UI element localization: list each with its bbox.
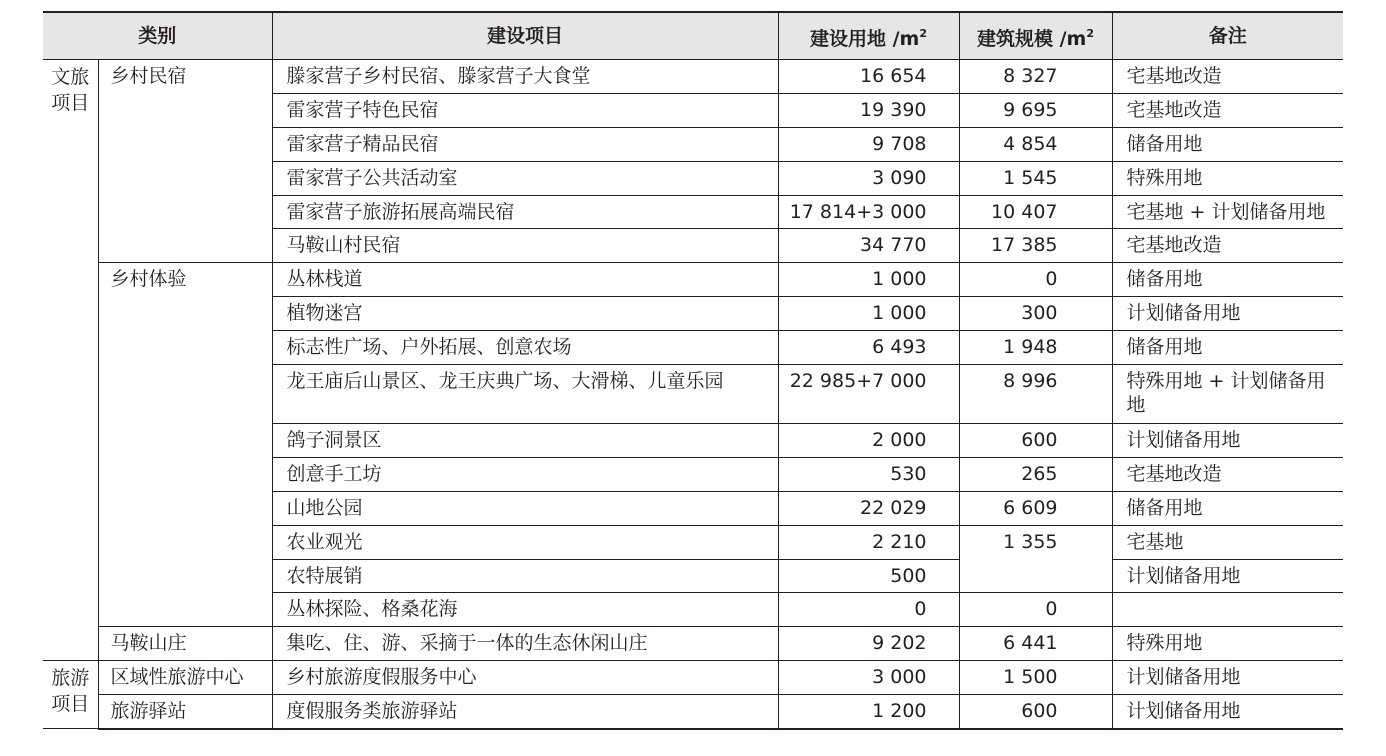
note-cell: 计划储备用地	[1112, 695, 1343, 729]
header-building-scale-sup: 2	[1086, 26, 1095, 40]
land-area-cell: 3 000	[778, 661, 959, 695]
project-cell: 雷家营子精品民宿	[272, 127, 778, 161]
header-land-area	[778, 12, 959, 60]
land-area-cell: 1 000	[778, 263, 959, 297]
construction-projects-table	[43, 11, 1343, 730]
land-area-cell: 530	[778, 457, 959, 491]
land-area-cell: 2 000	[778, 424, 959, 458]
note-cell: 计划储备用地	[1112, 424, 1343, 458]
project-cell: 鸽子洞景区	[272, 424, 778, 458]
project-cell: 标志性广场、户外拓展、创意农场	[272, 331, 778, 365]
note-cell: 宅基地改造	[1112, 229, 1343, 263]
subgroup-cell-tiyan: 乡村体验	[98, 263, 272, 627]
building-scale-cell: 4 854	[959, 127, 1112, 161]
project-cell: 植物迷宫	[272, 297, 778, 331]
land-area-cell: 19 390	[778, 93, 959, 127]
note-cell: 宅基地改造	[1112, 60, 1343, 94]
project-cell: 丛林探险、格桑花海	[272, 593, 778, 627]
project-cell: 度假服务类旅游驿站	[272, 695, 778, 729]
land-area-cell: 0	[778, 593, 959, 627]
note-cell: 宅基地改造	[1112, 93, 1343, 127]
project-cell: 山地公园	[272, 491, 778, 525]
project-cell: 丛林栈道	[272, 263, 778, 297]
land-area-cell: 9 708	[778, 127, 959, 161]
header-row	[43, 12, 1343, 60]
header-building-scale-label: 建筑规模 /m	[977, 27, 1087, 50]
header-category: 类别	[43, 12, 272, 60]
project-cell: 雷家营子公共活动室	[272, 161, 778, 195]
building-scale-cell: 17 385	[959, 229, 1112, 263]
subgroup-cell-minsu: 乡村民宿	[98, 60, 272, 263]
building-scale-cell: 1 500	[959, 661, 1112, 695]
project-cell: 雷家营子特色民宿	[272, 93, 778, 127]
project-cell: 马鞍山村民宿	[272, 229, 778, 263]
note-cell: 储备用地	[1112, 491, 1343, 525]
note-cell: 计划储备用地	[1112, 559, 1343, 593]
land-area-cell: 22 985+7 000	[778, 365, 959, 424]
note-cell: 储备用地	[1112, 263, 1343, 297]
land-area-cell: 17 814+3 000	[778, 195, 959, 229]
table-row	[43, 627, 1343, 661]
note-cell: 宅基地 + 计划储备用地	[1112, 195, 1343, 229]
header-note: 备注	[1112, 12, 1343, 60]
header-building-scale	[959, 12, 1112, 60]
note-cell: 计划储备用地	[1112, 661, 1343, 695]
project-cell: 滕家营子乡村民宿、滕家营子大食堂	[272, 60, 778, 94]
note-cell	[1112, 593, 1343, 627]
table-row	[43, 661, 1343, 695]
building-scale-cell: 0	[959, 263, 1112, 297]
subgroup-cell-yizhan: 旅游驿站	[98, 695, 272, 729]
note-cell: 特殊用地 + 计划储备用地	[1112, 365, 1343, 424]
building-scale-cell: 1 948	[959, 331, 1112, 365]
land-area-cell: 500	[778, 559, 959, 593]
building-scale-cell: 1 545	[959, 161, 1112, 195]
building-scale-cell: 9 695	[959, 93, 1112, 127]
land-area-cell: 22 029	[778, 491, 959, 525]
note-cell: 储备用地	[1112, 127, 1343, 161]
land-area-cell: 1 200	[778, 695, 959, 729]
note-cell: 特殊用地	[1112, 161, 1343, 195]
project-cell: 雷家营子旅游拓展高端民宿	[272, 195, 778, 229]
project-cell: 农特展销	[272, 559, 778, 593]
land-area-cell: 16 654	[778, 60, 959, 94]
building-scale-cell: 265	[959, 457, 1112, 491]
building-scale-cell: 600	[959, 695, 1112, 729]
note-cell: 宅基地	[1112, 525, 1343, 559]
table-row	[43, 60, 1343, 94]
note-cell: 特殊用地	[1112, 627, 1343, 661]
project-cell: 乡村旅游度假服务中心	[272, 661, 778, 695]
land-area-cell: 9 202	[778, 627, 959, 661]
note-cell: 计划储备用地	[1112, 297, 1343, 331]
group-cell-lvyou: 旅游项目	[43, 661, 98, 729]
table-row	[43, 263, 1343, 297]
building-scale-cell: 0	[959, 593, 1112, 627]
project-cell: 农业观光	[272, 525, 778, 559]
land-area-cell: 1 000	[778, 297, 959, 331]
subgroup-cell-mashanzhuang: 马鞍山庄	[98, 627, 272, 661]
building-scale-cell: 8 996	[959, 365, 1112, 424]
subgroup-cell-quyu: 区域性旅游中心	[98, 661, 272, 695]
project-cell: 创意手工坊	[272, 457, 778, 491]
building-scale-cell: 10 407	[959, 195, 1112, 229]
building-scale-cell: 1 355	[959, 525, 1112, 593]
building-scale-cell: 6 441	[959, 627, 1112, 661]
note-cell: 宅基地改造	[1112, 457, 1343, 491]
header-land-area-sup: 2	[919, 26, 928, 40]
land-area-cell: 2 210	[778, 525, 959, 559]
land-area-cell: 34 770	[778, 229, 959, 263]
building-scale-cell: 6 609	[959, 491, 1112, 525]
header-land-area-label: 建设用地 /m	[810, 27, 920, 50]
project-cell: 龙王庙后山景区、龙王庆典广场、大滑梯、儿童乐园	[272, 365, 778, 424]
header-project: 建设项目	[272, 12, 778, 60]
group-cell-wenlv: 文旅项目	[43, 60, 98, 661]
note-cell: 储备用地	[1112, 331, 1343, 365]
table-row	[43, 695, 1343, 729]
building-scale-cell: 600	[959, 424, 1112, 458]
building-scale-cell: 8 327	[959, 60, 1112, 94]
land-area-cell: 6 493	[778, 331, 959, 365]
project-cell: 集吃、住、游、采摘于一体的生态休闲山庄	[272, 627, 778, 661]
building-scale-cell: 300	[959, 297, 1112, 331]
land-area-cell: 3 090	[778, 161, 959, 195]
